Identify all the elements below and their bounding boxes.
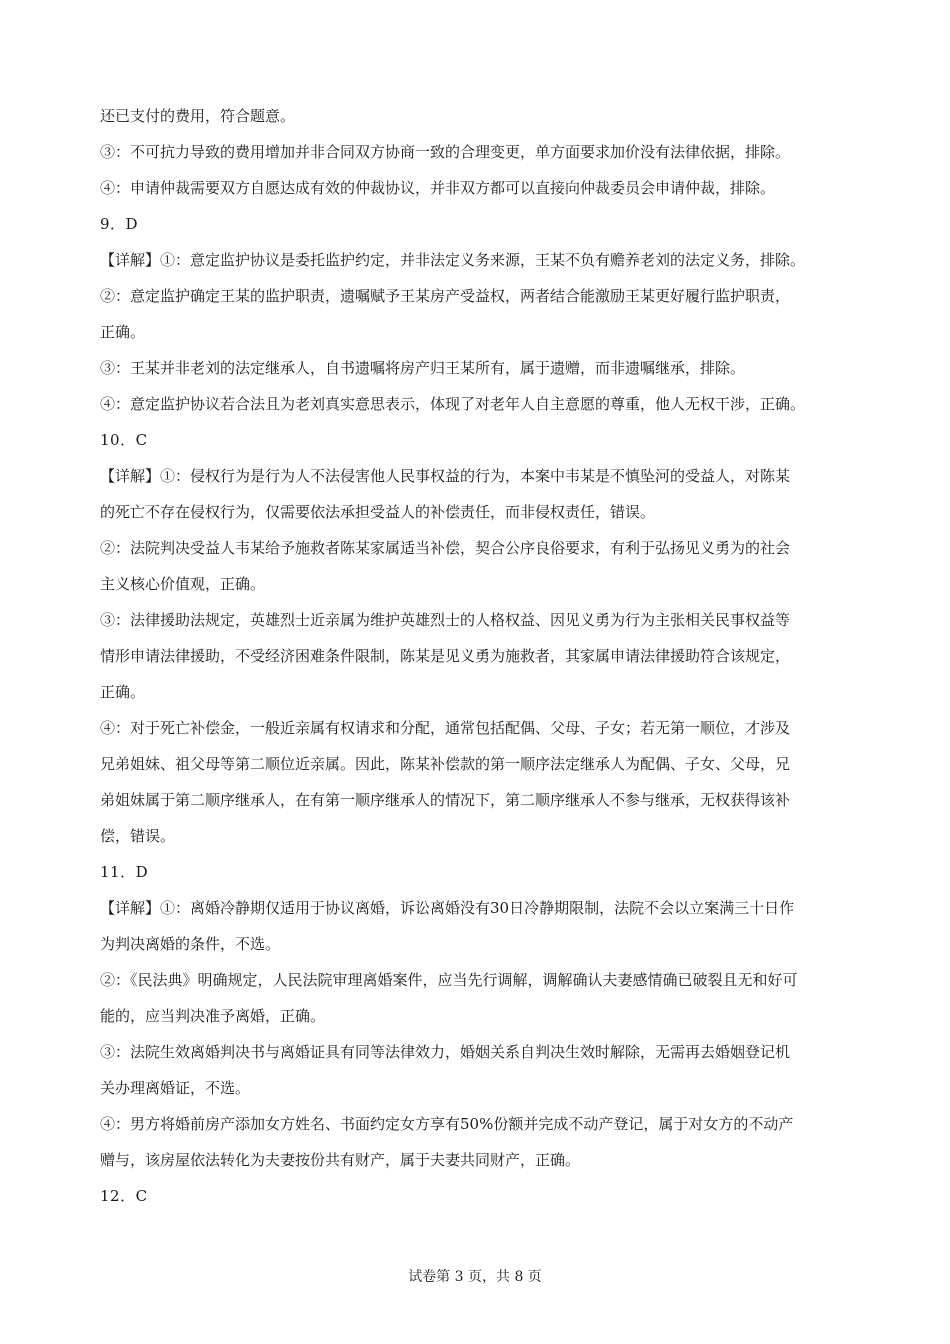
text-line: ②：意定监护确定王某的监护职责，遗嘱赋予王某房产受益权，两者结合能激励王某更好履行监护职责， <box>100 287 791 305</box>
question-number: 9．D <box>100 215 139 233</box>
text-line: 正确。 <box>100 323 146 341</box>
text-line: ④：申请仲裁需要双方自愿达成有效的仲裁协议，并非双方都可以直接向仲裁委员会申请仲裁，排除。 <box>100 179 776 197</box>
text-line: 正确。 <box>100 683 146 701</box>
text-line: 【详解】①：侵权行为是行为人不法侵害他人民事权益的行为，本案中韦某是不慎坠河的受益人，对陈某 <box>100 467 791 485</box>
text-line: ④：对于死亡补偿金，一般近亲属有权请求和分配，通常包括配偶、父母、子女；若无第一顺位，才涉及 <box>100 719 791 737</box>
text-line: ②：《民法典》明确规定，人民法院审理离婚案件，应当先行调解，调解确认夫妻感情确已破裂且无和好可 <box>100 971 798 989</box>
text-line: 兄弟姐妹、祖父母等第二顺位近亲属。因此，陈某补偿款的第一顺序法定继承人为配偶、子女、父母，兄 <box>100 755 791 773</box>
text-line: 还已支付的费用，符合题意。 <box>100 107 296 125</box>
text-line: 关办理离婚证，不选。 <box>100 1079 251 1097</box>
text-line: 【详解】①：意定监护协议是委托监护约定，并非法定义务来源，王某不负有赡养老刘的法定义务，排除。 <box>100 251 806 269</box>
text-line: ④：意定监护协议若合法且为老刘真实意思表示，体现了对老年人自主意愿的尊重，他人无权干涉，正确。 <box>100 395 806 413</box>
text-line: ③：不可抗力导致的费用增加并非合同双方协商一致的合理变更，单方面要求加价没有法律依据，排除。 <box>100 143 791 161</box>
text-line: 偿，错误。 <box>100 827 176 845</box>
question-number: 11．D <box>100 863 149 881</box>
text-line: 【详解】①：离婚冷静期仅适用于协议离婚，诉讼离婚没有30日冷静期限制，法院不会以立案满三十日作 <box>100 899 795 917</box>
question-number: 10．C <box>100 431 148 449</box>
text-line: 的死亡不存在侵权行为，仅需要依法承担受益人的补偿责任，而非侵权责任，错误。 <box>100 503 656 521</box>
text-line: 赠与，该房屋依法转化为夫妻按份共有财产，属于夫妻共同财产，正确。 <box>100 1151 581 1169</box>
text-line: 情形申请法律援助，不受经济困难条件限制，陈某是见义勇为施救者，其家属申请法律援助符合该规定， <box>100 647 791 665</box>
question-number: 12．C <box>100 1187 148 1205</box>
answer-explanation-body <box>100 98 852 1214</box>
text-line: ③：王某并非老刘的法定继承人，自书遗嘱将房产归王某所有，属于遗赠，而非遗嘱继承，排除。 <box>100 359 746 377</box>
text-line: ④：男方将婚前房产添加女方姓名、书面约定女方享有50%份额并完成不动产登记，属于对女方的不动产 <box>100 1115 794 1133</box>
text-line: 能的，应当判决准予离婚，正确。 <box>100 1007 326 1025</box>
text-line: 为判决离婚的条件，不选。 <box>100 935 281 953</box>
text-line: ③：法院生效离婚判决书与离婚证具有同等法律效力，婚姻关系自判决生效时解除，无需再去婚姻登记机 <box>100 1043 791 1061</box>
text-line: 主义核心价值观，正确。 <box>100 575 266 593</box>
page-footer: 试卷第 3 页，共 8 页 <box>408 1269 542 1285</box>
text-line: ③：法律援助法规定，英雄烈士近亲属为维护英雄烈士的人格权益、因见义勇为行为主张相关民事权益等 <box>100 611 791 629</box>
text-line: ②：法院判决受益人韦某给予施救者陈某家属适当补偿，契合公序良俗要求，有利于弘扬见义勇为的社会 <box>100 539 791 557</box>
text-line: 弟姐妹属于第二顺序继承人，在有第一顺序继承人的情况下，第二顺序继承人不参与继承，无权获得该补 <box>100 791 791 809</box>
